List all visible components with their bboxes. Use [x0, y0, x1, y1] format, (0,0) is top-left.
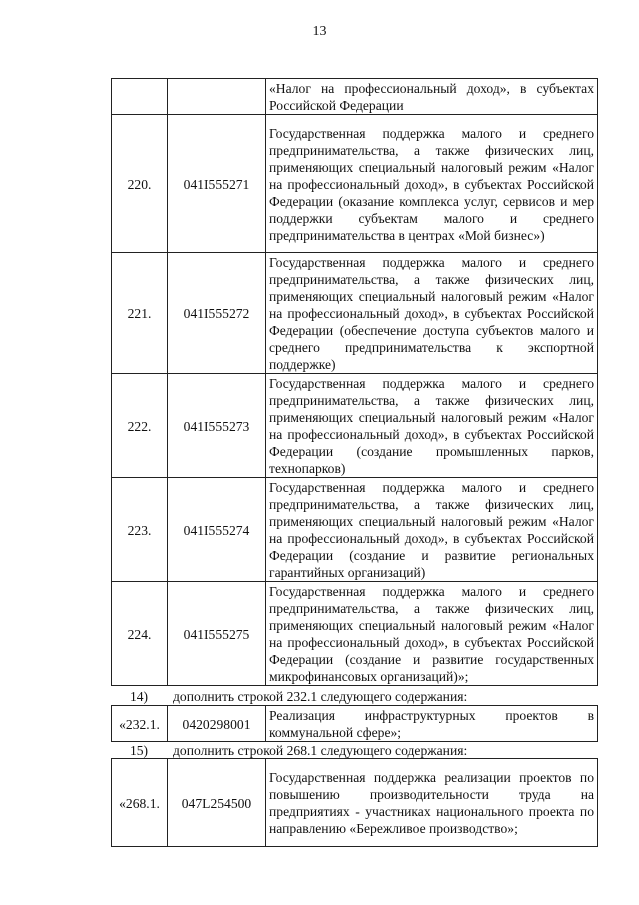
row-number: 223.: [112, 478, 168, 582]
row-description: Государственная поддержка малого и среднего предпринимательства, а также физических лиц, применяющих специальный налоговый режим «Налог на профессиональный доход», в субъектах Российской Федерации (создание и развитие государственных микрофинансовых организаций)»;: [266, 582, 598, 686]
row-description: Государственная поддержка малого и среднего предпринимательства, а также физических лиц, применяющих специальный налоговый режим «Налог на профессиональный доход», в субъектах Российской Федерации (обеспечение доступа субъектов малого и среднего предпринимательства к экспортной поддержке): [266, 253, 598, 374]
row-number: 220.: [112, 115, 168, 253]
row-code: 041I555272: [168, 253, 266, 374]
page-number: 13: [312, 24, 327, 39]
row-268-table: [111, 758, 598, 847]
row-code: [168, 79, 266, 115]
table-row: [112, 478, 598, 582]
table-row: [112, 582, 598, 686]
row-description: Государственная поддержка малого и среднего предпринимательства, а также физических лиц, применяющих специальный налоговый режим «Налог на профессиональный доход», в субъектах Российской Федерации (создание промышленных парков, технопарков): [266, 374, 598, 478]
amendment-15-number: 15): [129, 743, 149, 758]
row-number: 221.: [112, 253, 168, 374]
amendment-14-text: дополнить строкой 232.1 следующего содержания:: [173, 689, 468, 704]
row-number: [112, 79, 168, 115]
row-code: 041I555274: [168, 478, 266, 582]
row-code: 041I555271: [168, 115, 266, 253]
amendment-14-number: 14): [129, 689, 149, 704]
table-row-232: [112, 706, 598, 742]
row-number: «268.1.: [112, 759, 168, 847]
row-code: 041I555275: [168, 582, 266, 686]
row-code: 041I555273: [168, 374, 266, 478]
amendment-14: [111, 688, 598, 705]
row-number: 224.: [112, 582, 168, 686]
row-code: 0420298001: [168, 706, 266, 742]
table-row-268: [112, 759, 598, 847]
table-row: [112, 374, 598, 478]
row-description: «Налог на профессиональный доход», в субъектах Российской Федерации: [266, 79, 598, 115]
row-description: Реализация инфраструктурных проектов в коммунальной сфере»;: [266, 706, 598, 742]
table-row: [112, 79, 598, 115]
row-description: Государственная поддержка малого и среднего предпринимательства, а также физических лиц, применяющих специальный налоговый режим «Налог на профессиональный доход», в субъектах Российской Федерации (создание и развитие региональных гарантийных организаций): [266, 478, 598, 582]
amendment-15: [111, 742, 598, 759]
row-code: 047L254500: [168, 759, 266, 847]
budget-codes-table: [111, 78, 598, 686]
amendment-15-text: дополнить строкой 268.1 следующего содержания:: [173, 743, 468, 758]
table-row: [112, 115, 598, 253]
row-description: Государственная поддержка малого и среднего предпринимательства, а также физических лиц, применяющих специальный налоговый режим «Налог на профессиональный доход», в субъектах Российской Федерации (оказание комплекса услуг, сервисов и мер поддержки субъектам малого и среднего предпринимательства в центрах «Мой бизнес»): [266, 115, 598, 253]
row-description: Государственная поддержка реализации проектов по повышению производительности труда на предприятиях - участниках национального проекта по направлению «Бережливое производство»;: [266, 759, 598, 847]
row-number: «232.1.: [112, 706, 168, 742]
row-number: 222.: [112, 374, 168, 478]
table-row: [112, 253, 598, 374]
row-232-table: [111, 705, 598, 742]
